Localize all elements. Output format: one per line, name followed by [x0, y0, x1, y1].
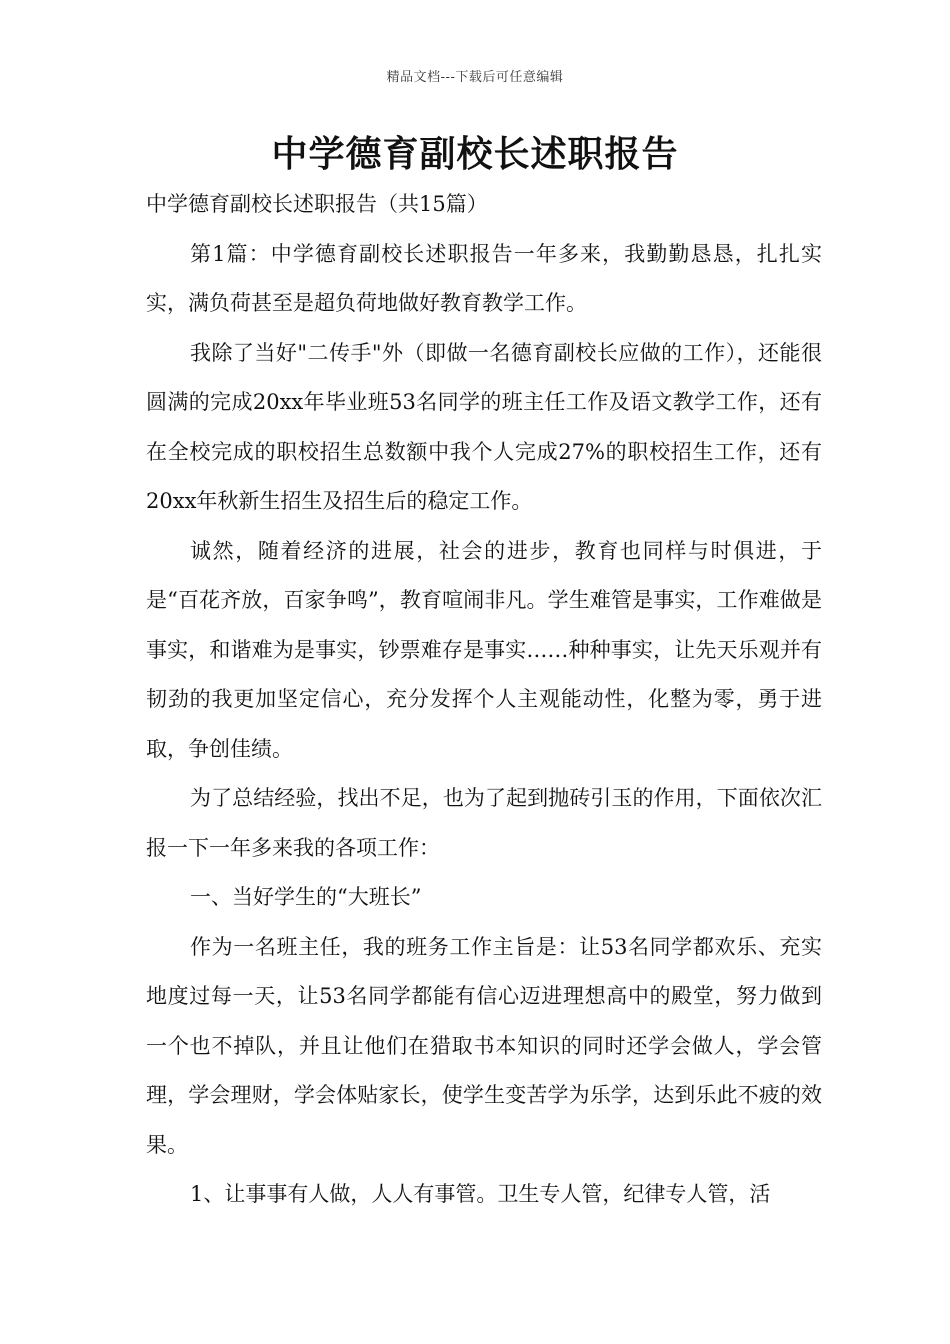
document-subtitle: 中学德育副校长述职报告（共15篇）	[146, 192, 488, 216]
section-heading: 一、当好学生的“大班长”	[190, 885, 422, 909]
paragraph: 我除了当好"二传手"外（即做一名德育副校长应做的工作），还能很圆满的完成20xx年毕业班53名同学的班主任工作及语文教学工作，还有在全校完成的职校招生总数额中我个人完成27%的职校招生工作，还有20xx年秋新生招生及招生后的稳定工作。	[146, 340, 822, 513]
header-note: 精品文档---下载后可任意编辑	[386, 70, 564, 85]
paragraph: 作为一名班主任，我的班务工作主旨是：让53名同学都欢乐、充实地度过每一天，让53名同学都能有信心迈进理想高中的殿堂，努力做到一个也不掉队，并且让他们在猎取书本知识的同时还学会做人，学会管理，学会理财，学会体贴家长，使学生变苦学为乐学，达到乐此不疲的效果。	[146, 934, 822, 1157]
paragraph: 1、让事事有人做，人人有事管。卫生专人管，纪律专人管，活	[190, 1182, 771, 1206]
paragraph: 第1篇：中学德育副校长述职报告一年多来，我勤勤恳恳，扎扎实实，满负荷甚至是超负荷地做好教育教学工作。	[146, 241, 822, 315]
document-body	[146, 180, 822, 1220]
paragraph: 诚然，随着经济的进展，社会的进步，教育也同样与时俱进，于是“百花齐放，百家争鸣”，教育喧闹非凡。学生难管是事实，工作难做是事实，和谐难为是事实，钞票难存是事实……种种事实，让先天乐观并有韧劲的我更加坚定信心，充分发挥个人主观能动性，化整为零，勇于进取，争创佳绩。	[146, 538, 822, 761]
document-title: 中学德育副校长述职报告	[271, 134, 679, 175]
paragraph: 为了总结经验，找出不足，也为了起到抛砖引玉的作用，下面依次汇报一下一年多来我的各项工作：	[146, 786, 822, 860]
